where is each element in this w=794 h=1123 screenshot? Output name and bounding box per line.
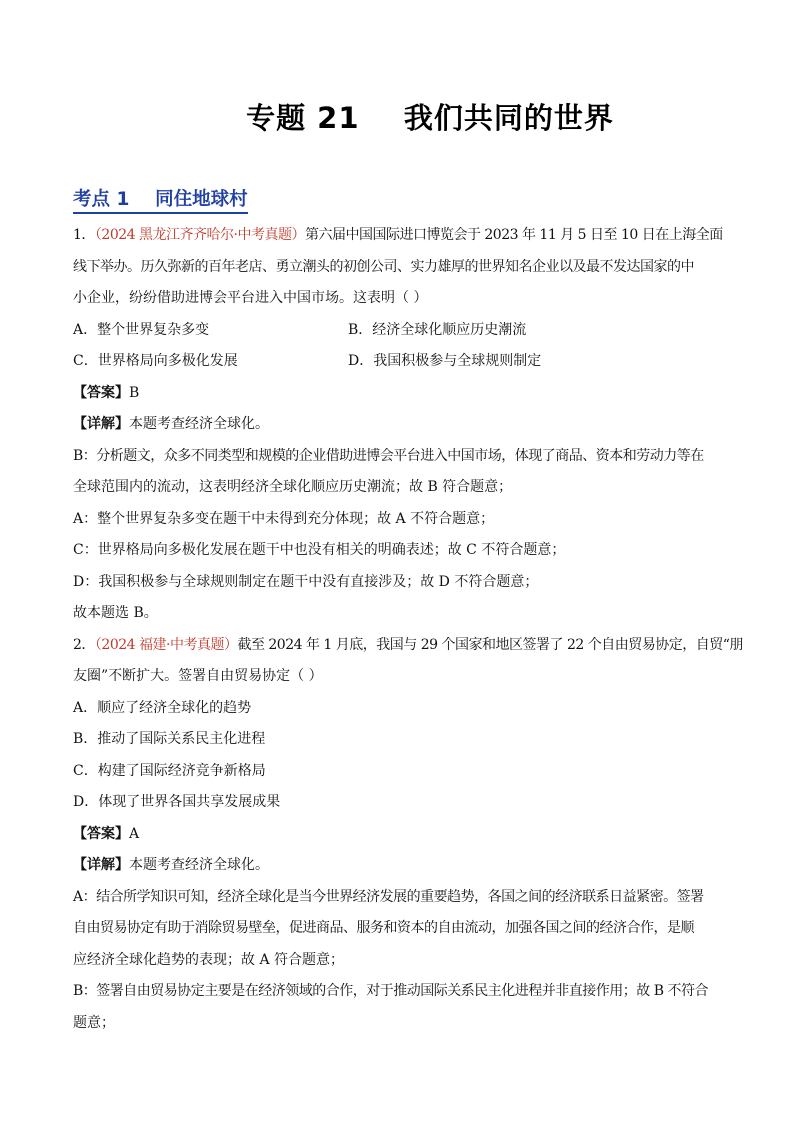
- section-heading: 考点 1 同住地球村: [73, 185, 248, 214]
- options-row: [73, 351, 723, 383]
- page-title: 专题 21 我们共同的世界: [246, 101, 614, 135]
- explanation-text: A：整个世界复杂多变在题干中未得到充分体现；故 A 不符合题意；: [73, 510, 495, 527]
- option-d: D．体现了世界各国共享发展成果: [73, 794, 281, 810]
- answer-label: 【答案】: [73, 384, 129, 401]
- explanation-text: 全球范围内的流动，这表明经济全球化顺应历史潮流；故 B 符合题意；: [73, 479, 513, 495]
- stem-text: 线下举办。历久弥新的百年老店、勇立潮头的初创公司、实力雄厚的世界知名企业以及最不发达国家的中: [73, 258, 694, 275]
- stem-text: 友圈”不断扩大。签署自由贸易协定（ ）: [73, 668, 323, 684]
- explanation-text: 自由贸易协定有助于消除贸易壁垒，促进商品、服务和资本的自由流动，加强各国之间的经济合作，是顺: [73, 920, 694, 936]
- option-c: C．世界格局向多极化发展: [73, 353, 238, 369]
- explanation-text: 应经济全球化趋势的表现；故 A 符合题意；: [73, 951, 345, 968]
- question-number: 1．: [73, 227, 95, 243]
- explanation-text: C：世界格局向多极化发展在题干中也没有相关的明确表述；故 C 不符合题意；: [73, 542, 566, 558]
- option-c: C．构建了国际经济竞争新格局: [73, 762, 266, 779]
- detail-intro: 本题考查经济全球化。: [129, 416, 269, 432]
- options-row: [73, 320, 723, 352]
- question-stem: [73, 225, 723, 257]
- question-number: 2．: [73, 636, 95, 653]
- option-b: B．推动了国际关系民主化进程: [73, 731, 266, 747]
- answer-line: [73, 383, 723, 415]
- detail-intro: 本题考查经济全球化。: [129, 857, 269, 873]
- question-content: [73, 225, 743, 1044]
- detail-label: 【详解】: [73, 857, 129, 873]
- explanation-text: B：分析题文，众多不同类型和规模的企业借助进博会平台进入中国市场，体现了商品、资本和劳动力等在: [73, 447, 704, 464]
- detail-line: [73, 855, 723, 887]
- stem-text: 第六届中国国际进口博览会于 2023 年 11 月 5 日至 10 日在上海全面: [304, 227, 723, 243]
- question-2: [73, 635, 743, 1045]
- option-a: A．顺应了经济全球化的趋势: [73, 699, 252, 716]
- explanation-text: 题意；: [73, 1014, 115, 1031]
- explanation-text: D：我国积极参与全球规则制定在题干中没有直接涉及；故 D 不符合题意；: [73, 573, 539, 590]
- answer-value: A: [129, 825, 140, 842]
- question-source: （2024 黑龙江齐齐哈尔·中考真题）: [94, 227, 305, 243]
- conclusion-text: 故本题选 B。: [73, 605, 158, 621]
- option-a: A．整个世界复杂多变: [73, 321, 210, 338]
- detail-label: 【详解】: [73, 416, 129, 432]
- stem-text: 截至 2024 年 1 月底，我国与 29 个国家和地区签署了 22 个自由贸易协定，自贸“朋: [237, 636, 743, 653]
- answer-label: 【答案】: [73, 825, 129, 842]
- stem-text: 小企业，纷纷借助进博会平台进入中国市场。这表明（ ）: [73, 290, 428, 306]
- question-stem: [73, 635, 743, 667]
- answer-line: [73, 824, 723, 856]
- explanation-text: A：结合所学知识可知，经济全球化是当今世界经济发展的重要趋势，各国之间的经济联系日益紧密。签署: [73, 888, 704, 905]
- option-d: D．我国积极参与全球规则制定: [348, 353, 542, 369]
- detail-line: [73, 414, 723, 446]
- question-source: （2024 福建·中考真题）: [94, 636, 238, 653]
- answer-value: B: [129, 384, 140, 401]
- question-1: [73, 225, 723, 635]
- explanation-text: B：签署自由贸易协定主要是在经济领域的合作，对于推动国际关系民主化进程并非直接作用；故 B 不符合: [73, 983, 708, 999]
- option-b: B．经济全球化顺应历史潮流: [348, 321, 527, 338]
